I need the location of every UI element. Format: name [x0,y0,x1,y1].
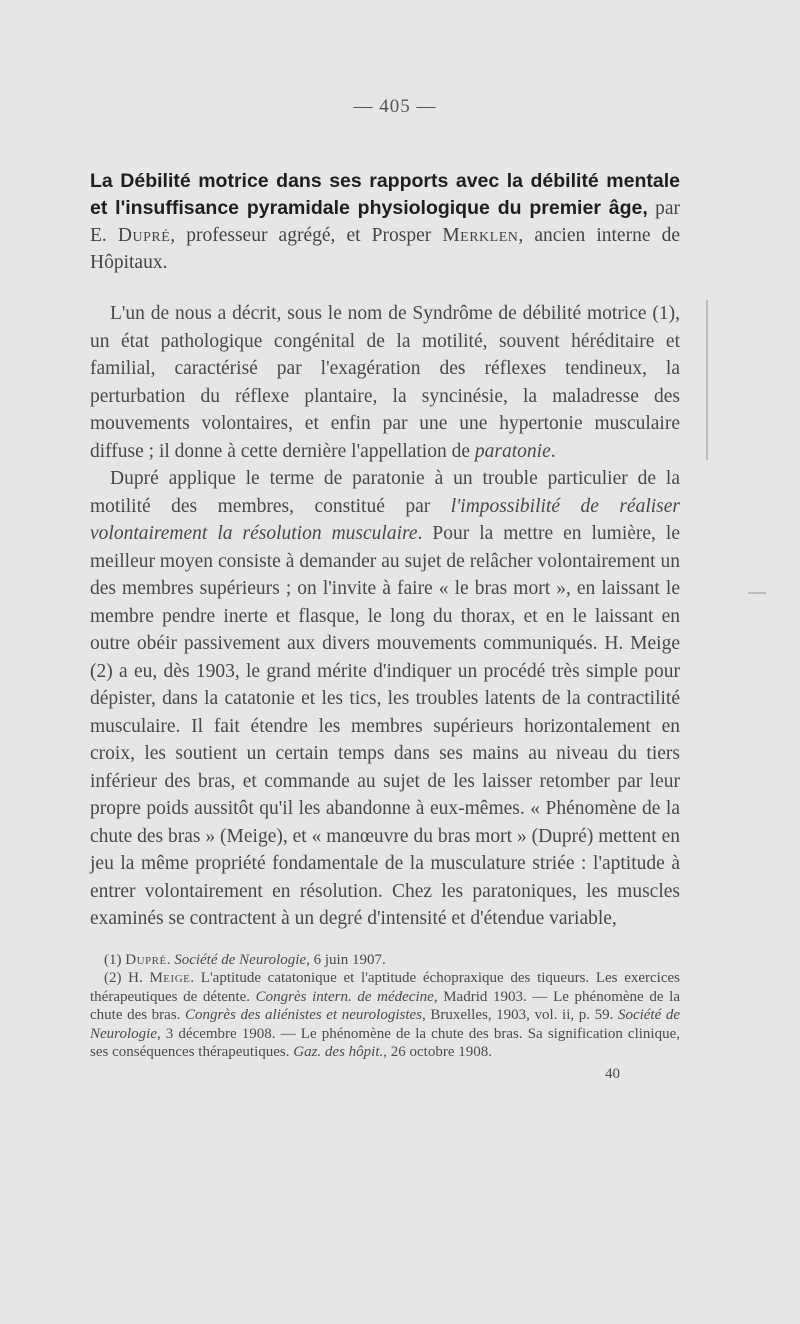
footnotes [90,951,680,1062]
author-dupre: Dupré [117,225,171,246]
footnote-2-text-4: , 3 décembre 1908. — Le phénomène de la chute des bras. Sa signification clinique, ses conséquences thérapeutiques. [90,1025,680,1060]
footnote-2-text-3: , Bruxelles, 1903, vol. ii, p. 59. [422,1007,618,1023]
footnote-2-italic-3: Société de Neurologie [90,1007,681,1042]
footnote-2-end: , 26 octobre 1908. [383,1044,492,1060]
heading-by: par E. [90,198,680,246]
paragraph-1-italic: paratonie [474,440,551,462]
footnote-1-text: . [166,951,175,968]
footnote-2-italic-2: Congrès des aliénistes et neurologistes [185,1007,422,1023]
footnote-2 [90,969,680,1062]
book-page [90,96,680,1083]
footnote-2-author: Meige [149,970,191,986]
footnote-1-number: (1) [104,951,126,968]
footnote-1-end: , 6 juin 1907. [306,951,386,968]
paragraph-1 [90,300,680,465]
footnote-2-text-2: , Madrid 1903. — Le phénomène de la chute des bras. [90,988,680,1023]
signature-mark: 40 [605,1065,620,1082]
margin-tick-right [748,592,766,594]
article-title: La Débilité motrice dans ses rapports avec la débilité mentale et l'insuffisance pyramidale physiologique du premier âge, [90,170,680,219]
paragraph-2 [90,465,680,933]
article-heading [90,168,680,276]
paragraph-2-italic: l'impossibilité de réaliser volontairement la résolution musculaire [90,495,681,544]
paragraph-2-text: Dupré applique le terme de paratonie à un trouble particulier de la motilité des membres, constitué par [90,468,680,517]
article-body [90,300,680,933]
page-number: — 405 — [353,96,437,117]
footnote-2-italic-4: Gaz. des hôpit. [293,1044,384,1060]
paragraph-2-end: . Pour la mettre en lumière, le meilleur moyen consiste à demander au sujet de relâcher volontairement un des membres supérieurs ; on l'invite à faire « le bras mort », en laissant le membre pendre inerte et flasque, le long du thorax, et en le laissant en outre obéir passivement aux divers mouvements communiqués. H. Meige (2) a eu, dès 1903, le grand mérite d'indiquer un procédé très simple pour dépister, dans la catatonie et les tics, les troubles latents de la contractilité musculaire. Il fait étendre les membres supérieurs horizontalement en croix, les soutient un certain temps dans ses mains au niveau du tiers inférieur des bras, et commande au sujet de les laisser retomber par leur propre poids aussitôt qu'il les abandonne à eux-mêmes. « Phénomène de la chute des bras » (Meige), et « manœuvre du bras mort » (Dupré) mettent en jeu la même propriété fondamentale de la musculature striée : l'aptitude à entrer volontairement en résolution. Chez les paratoniques, les muscles examinés se contractent à un degré d'intensité et d'étendue variable, [90,523,680,929]
footnote-1-author: Dupré [125,951,167,968]
footnote-1 [90,951,680,970]
footnote-2-text: . L'aptitude catatonique et l'aptitude échopraxique des tiqueurs. Les exercices thérapeutiques de détente. [90,970,681,1005]
footnote-1-italic: Société de Neurologie [174,951,307,968]
margin-line-right [706,300,708,460]
heading-affiliation: , professeur agrégé, et Prosper [170,225,443,246]
paragraph-1-text: L'un de nous a décrit, sous le nom de Syndrôme de débilité motrice (1), un état pathologique congénital de la motilité, souvent héréditaire et familial, caractérisé par l'exagération des réflexes tendineux, la perturbation du réflexe plantaire, la syncinésie, la maladresse des mouvements volontaires, et enfin par une une hypertonie musculaire diffuse ; il donne à cette dernière l'appellation de [90,303,680,462]
footnote-2-italic-1: Congrès intern. de médecine [255,988,434,1005]
heading-end: , ancien interne de Hôpitaux. [90,225,680,273]
footnote-2-number: (2) H. [104,970,150,986]
paragraph-1-end: . [550,440,556,462]
author-merklen: Merklen [442,225,519,246]
